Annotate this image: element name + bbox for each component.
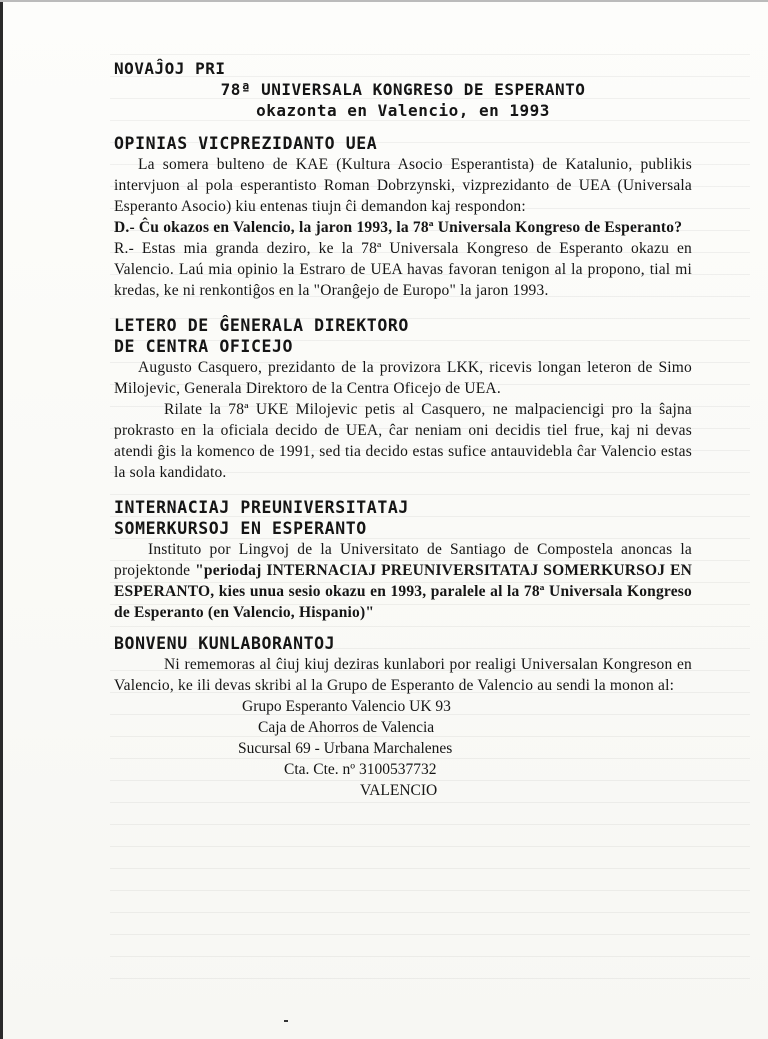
heading-letero xyxy=(114,315,692,357)
letero-paragraph-1: Augusto Casquero, prezidanto de la provizora LKK, ricevis longan leteron de Simo Milojevic, Generala Direktoro de la Centra Oficejo de UEA. xyxy=(114,359,692,397)
bank-address xyxy=(114,696,692,801)
page-top-edge xyxy=(0,0,768,2)
heading-letero-line-2: DE CENTRA OFICEJO xyxy=(114,337,294,356)
title-line-3: okazonta en Valencio, en 1993 xyxy=(256,101,550,120)
address-line-1: Grupo Esperanto Valencio UK 93 xyxy=(242,698,451,715)
heading-letero-line-1: LETERO DE ĜENERALA DIREKTORO xyxy=(114,316,409,335)
internaciaj-text: Instituto por Lingvoj de la Universitato de Santiago de Compostela anoncas la projektonde xyxy=(114,541,692,579)
interview-answer: R.- Estas mia granda deziro, ke la 78ª Universala Kongreso de Esperanto okazu en Valencio. Laú mia opinio la Estraro de UEA havas favoran tenigon al la propono, tial mi kredas, ke ni renkontiĝos en la "Oranĝejo de Europo" la jaron 1993. xyxy=(114,240,692,299)
title-line-1: NOVAĴOJ PRI xyxy=(114,59,226,78)
document-title xyxy=(114,58,692,121)
heading-bonvenu: BONVENU KUNLABORANTOJ xyxy=(114,634,336,653)
address-line-3: Sucursal 69 - Urbana Marchalenes xyxy=(238,740,453,757)
opinias-paragraph: La somera bulteno de KAE (Kultura Asocio Esperantista) de Katalunio, publikis intervjuon al pola esperantisto Roman Dobrzynski, vizprezidanto de UEA (Universala Esperanto Asocio) kiu entenas tiujn ĉi demandon kaj respondon: xyxy=(114,156,692,215)
page-edge-shadow xyxy=(0,0,3,1039)
bonvenu-paragraph: Ni rememoras al ĉiuj kiuj deziras kunlabori por realigi Universalan Kongreson en Valencio, ke ili devas skribi al la Grupo de Esperanto de Valencio au sendi la monon al: xyxy=(114,656,692,694)
interview-question: D.- Ĉu okazos en Valencio, la jaron 1993, la 78ª Universala Kongreso de Esperanto? xyxy=(114,219,683,236)
heading-opinias: OPINIAS VICPREZIDANTO UEA xyxy=(114,134,378,153)
page-mark xyxy=(284,1020,288,1022)
heading-internaciaj xyxy=(114,497,692,539)
letero-paragraph-2: Rilate la 78ª UKE Milojevic petis al Casquero, ne malpaciencigi pro la ŝajna prokrasto en la oficiala decido de UEA, ĉar neniam oni decidis tiel frue, kaj ni devas atendi ĝis la komenco de 1991, sed tia decido estas sufice antauvidebla ĉar Valencio estas la sola kandidato. xyxy=(114,401,692,481)
address-line-5: VALENCIO xyxy=(360,782,438,799)
internaciaj-paragraph xyxy=(114,539,692,623)
article-content xyxy=(114,58,692,801)
title-line-2: 78ª UNIVERSALA KONGRESO DE ESPERANTO xyxy=(220,80,586,99)
internaciaj-bold-quote: "periodaj INTERNACIAJ PREUNIVERSITATAJ SOMERKURSOJ EN ESPERANTO, kies unua sesio okazu en 1993, paralele al la 78ª Universala Kongreso de Esperanto (en Valencio, Hispanio)" xyxy=(114,562,692,621)
address-line-4: Cta. Cte. nº 3100537732 xyxy=(284,761,437,778)
address-line-2: Caja de Ahorros de Valencia xyxy=(258,719,435,736)
heading-internaciaj-line-2: SOMERKURSOJ EN ESPERANTO xyxy=(114,519,367,538)
heading-internaciaj-line-1: INTERNACIAJ PREUNIVERSITATAJ xyxy=(114,498,409,517)
